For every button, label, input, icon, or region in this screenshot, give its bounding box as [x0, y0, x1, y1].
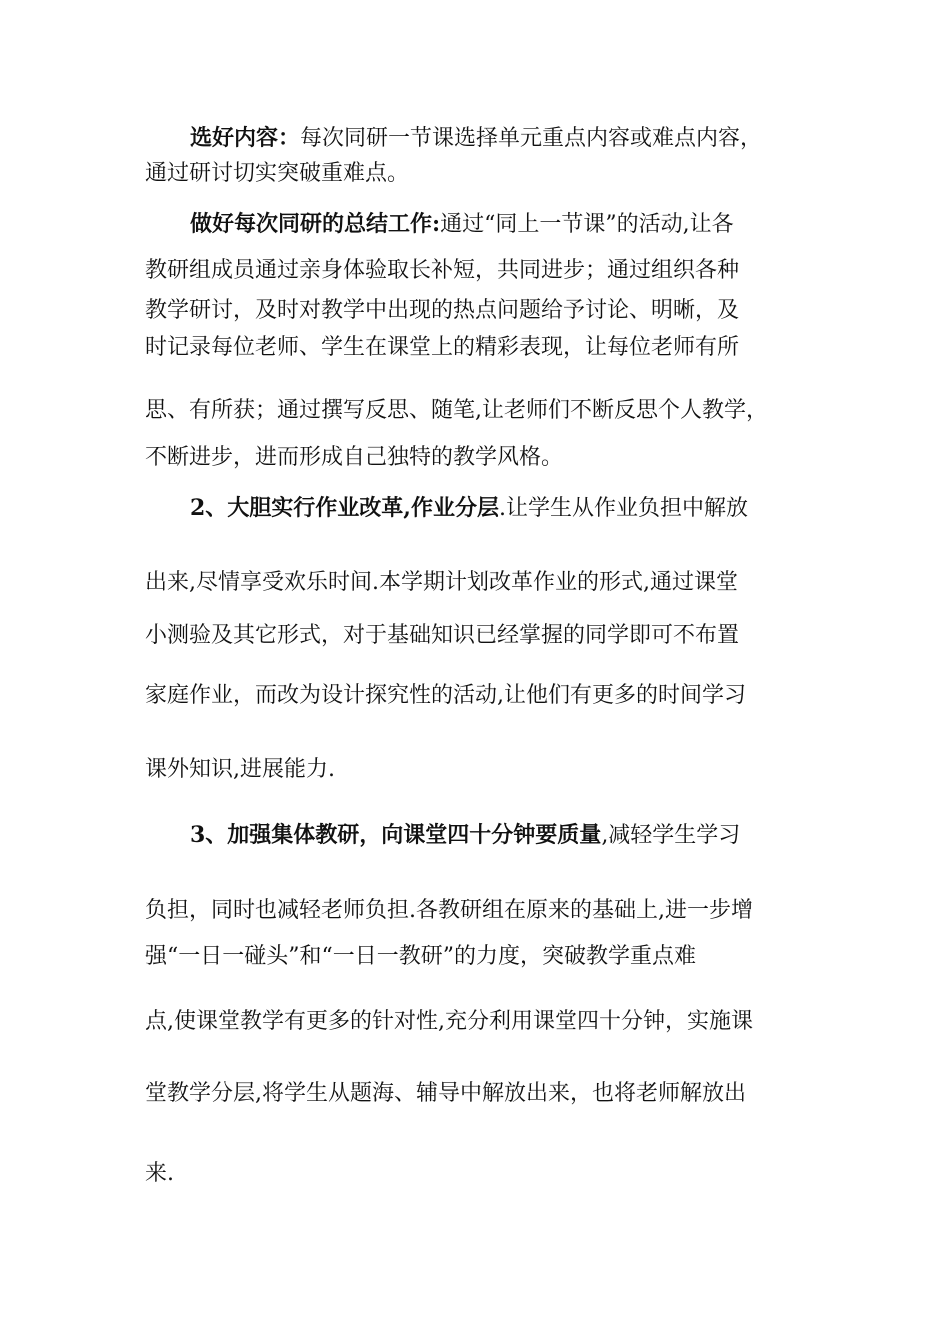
p4-line-2: 负担，同时也减轻老师负担.各教研组在原来的基础上,进一步增 [145, 898, 753, 923]
p1-line-2: 通过研讨切实突破重难点。 [145, 161, 410, 186]
p3-text: .让学生从作业负担中解放 [498, 496, 748, 521]
p4-line-5: 堂教学分层,将学生从题海、辅导中解放出来，也将老师解放出 [145, 1081, 746, 1106]
p3-line-5: 课外知识,进展能力. [145, 757, 335, 782]
p3-line-1 [190, 493, 825, 524]
p2-heading: 做好每次同研的总结工作: [190, 211, 441, 237]
p2-line-5: 思、有所获；通过撰写反思、随笔,让老师们不断反思个人教学， [145, 398, 768, 423]
p4-text: ,减轻学生学习 [601, 823, 741, 848]
p1-heading: 选好内容： [190, 125, 301, 151]
p2-line-4: 时记录每位老师、学生在课堂上的精彩表现，让每位老师有所 [145, 335, 740, 360]
p4-line-1 [190, 820, 825, 851]
p2-line-3: 教学研讨，及时对教学中出现的热点问题给予讨论、明晰，及 [145, 298, 740, 323]
p4-line-4: 点,使课堂教学有更多的针对性,充分利用课堂四十分钟，实施课 [145, 1009, 753, 1034]
p3-line-2: 出来,尽情享受欢乐时间.本学期计划改革作业的形式,通过课堂 [145, 570, 738, 595]
p4-line-3: 强“一日一碰头”和“一日一教研”的力度，突破教学重点难 [145, 944, 696, 969]
p2-line-1 [190, 209, 825, 240]
p3-line-4: 家庭作业，而改为设计探究性的活动,让他们有更多的时间学习 [145, 683, 746, 708]
p3-line-3: 小测验及其它形式，对于基础知识已经掌握的同学即可不布置 [145, 623, 740, 648]
p1-text: 每次同研一节课选择单元重点内容或难点内容， [300, 126, 763, 151]
p1-line-1 [190, 123, 825, 154]
p4-heading: 3、加强集体教研，向课堂四十分钟要质量 [190, 822, 602, 848]
p3-heading: 2、大胆实行作业改革,作业分层 [190, 495, 499, 521]
p2-text: 通过“同上一节课”的活动,让各 [440, 212, 734, 237]
p2-line-2: 教研组成员通过亲身体验取长补短，共同进步；通过组织各种 [145, 258, 740, 283]
p2-line-6: 不断进步，进而形成自己独特的教学风格。 [145, 445, 564, 470]
p4-line-6: 来. [145, 1161, 174, 1186]
